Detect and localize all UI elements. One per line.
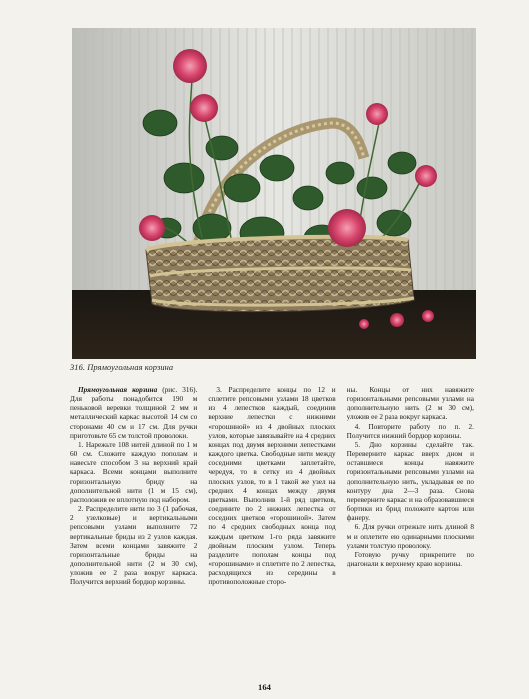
intro-paragraph [70, 386, 197, 441]
step-1-paragraph: 1. Нарежьте 108 нитей длиной по 1 м 60 см. Сложите каждую пополам и навесьте способом 3 на верхний край каркаса. Всеми концами выполните горизонтальную бриду на дополнительной нити (1 м 15 см), расположив ее вплотную под набором. [70, 440, 198, 504]
step-5-paragraph: 5. Дно корзины сделайте так. Переверните каркас вверх дном и оставшиеся концы навяжите горизонтальными репсовыми узлами на дополнительную нить, укладывая ее по контуру дна 2—3 раза. Снова переверните каркас и на образовавшиеся бортики из брид положите картон или фанеру. [346, 440, 474, 523]
text-column-1 [70, 386, 197, 678]
step-3-paragraph: 3. Распределите концы по 12 и сплетите репсовыми узлами 18 цветков из 4 лепестков каждый, соединив верхние лепестки с нижними «горошиной» из 4 двойных плоских узлов, которые завязывайте на 4 средних концах под двумя верхними лепестками каждого цветка. Свободные нити между соседними цветками заплетайте, чередуя, то в сетку из 4 двойных плоских узлов, то в 1 такой же узел на средних 4 концах между двумя цветками. Выполнив 1-й ряд цветков, соедините по 2 нижних лепестка от соседних цветков «горошиной». Затем по 4 средних свободных конца под каждым цветком 1-го ряда завяжите двойным плоским узлом. Теперь разделите пополам концы под «горошинами» и сплетите по 2 лепестка, расходящихся из середины в противоположные сторо- [208, 386, 336, 587]
step-4-paragraph: 4. Повторите работу по п. 2. Получится нижний бордюр корзины. [346, 422, 474, 440]
text-column-3 [347, 386, 474, 678]
text-column-2 [208, 386, 335, 678]
page-number: 164 [258, 682, 271, 692]
basket-photo [72, 28, 476, 359]
step-6-paragraph: 6. Для ручки отрежьте нить длиной 8 м и оплетите ею одинарными плоскими узлами толстую проволоку. [346, 523, 474, 550]
intro-text: (рис. 316). Для работы понадобится 190 м пеньковой веревки толщиной 2 мм и металлический каркас высотой 14 см со сторонами 40 см и 17 см. Для ручки приготовьте 65 см толстой проволоки. [70, 386, 198, 440]
geranium-basket-image [72, 28, 476, 359]
figure-caption: 316. Прямоугольная корзина [70, 363, 174, 372]
final-paragraph: Готовую ручку прикрепите по диагонали к верхнему краю корзины. [346, 550, 474, 568]
step-3-continued: ны. Концы от них навяжите горизонтальными репсовыми узлами на дополнительную нить (2 м 30 см), уложив ее 2 раза вокруг каркаса. [346, 386, 474, 422]
step-2-paragraph: 2. Распределите нити по 3 (1 рабочая, 2 узелковые) и вертикальными репсовыми узлами выполните 72 вертикальные бриды из 2 узлов каждая. Затем всеми концами завяжите 2 горизонтальные бриды на дополнительной нити (2 м 30 см), уложив ее 2 раза вокруг каркаса. Получится верхний бордюр корзины. [70, 505, 198, 587]
text-columns [70, 386, 474, 678]
section-heading: Прямоугольная корзина [78, 386, 158, 394]
